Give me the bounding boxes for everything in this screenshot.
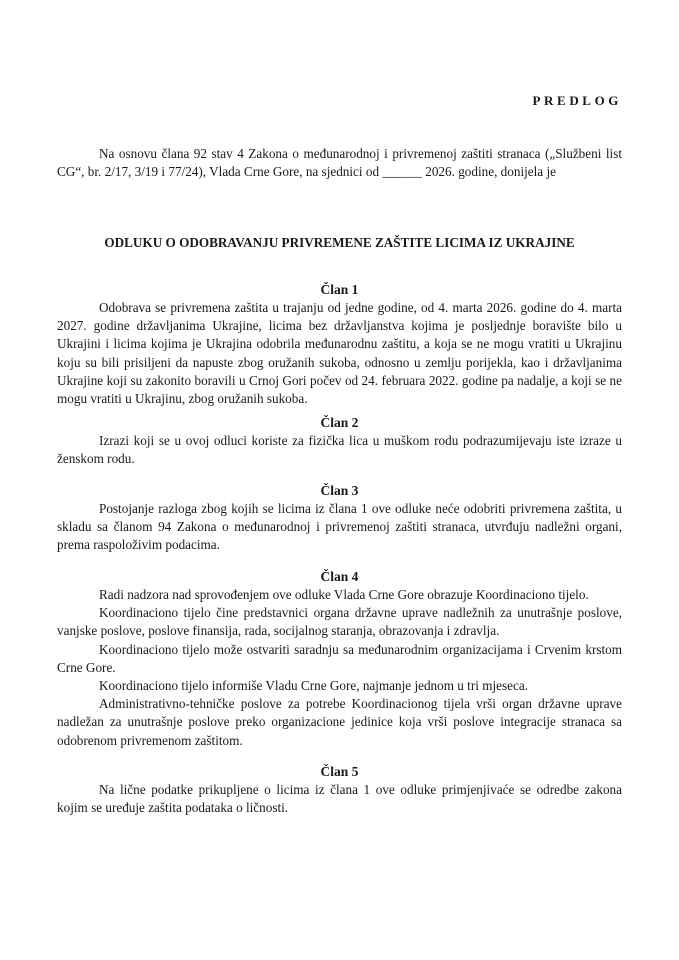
article-1-heading: Član 1 — [320, 282, 359, 297]
article-3-heading: Član 3 — [320, 483, 359, 498]
article-1-body — [57, 299, 622, 408]
preamble — [57, 145, 622, 181]
article-4-paragraph-5: Administrativno-tehničke poslove za potrebe Koordinacionog tijela vrši organ državne uprave nadležan za unutrašnje poslove preko organizacione jedinice koja vrši poslove integracije stranaca sa odobrenom privremenom zaštitom. — [57, 696, 622, 748]
article-2-heading: Član 2 — [320, 415, 359, 430]
article-5-heading: Član 5 — [320, 764, 359, 779]
article-3-body — [57, 500, 622, 555]
preamble-text: Na osnovu člana 92 stav 4 Zakona o međunarodnoj i privremenoj zaštiti stranaca („Službeni list CG“, br. 2/17, 3/19 i 77/24), Vlada Crne Gore, na sjednici od ______ 2026. godine, donijela je — [57, 146, 622, 180]
document-title: ODLUKU O ODOBRAVANJU PRIVREMENE ZAŠTITE LICIMA IZ UKRAJINE — [104, 235, 575, 250]
article-1-paragraph-1: Odobrava se privremena zaštita u trajanju od jedne godine, od 4. marta 2026. godine do 4. marta 2027. godine državljanima Ukrajine, licima bez državljanstva kojima je posljednje boravište bilo u Ukrajini i licima kojima je Ukrajina odobrila međunarodnu zaštitu, a koja se ne mogu vratiti u Ukrajinu koju su bili prisiljeni da napuste zbog oružanih sukoba, odnosno u zemlju porijekla, kao i državljanima Ukrajine koji su zakonito boravili u Crnoj Gori počev od 24. februara 2022. godine pa nadalje, a koji se ne mogu vratiti u Ukrajinu, zbog oružanih sukoba. — [57, 300, 622, 407]
article-4-paragraph-1: Radi nadzora nad sprovođenjem ove odluke Vlada Crne Gore obrazuje Koordinaciono tijelo. — [99, 587, 589, 602]
article-4-paragraph-4: Koordinaciono tijelo informiše Vladu Crne Gore, najmanje jednom u tri mjeseca. — [99, 678, 528, 694]
article-5-body — [57, 781, 622, 817]
article-4-heading: Član 4 — [320, 569, 359, 584]
article-4-paragraph-2: Koordinaciono tijelo čine predstavnici organa državne uprave nadležnih za unutrašnje poslove, vanjske poslove, poslove finansija, rada, socijalnog staranja, obrazovanja i zdravlja. — [57, 605, 622, 639]
article-2-body — [57, 432, 622, 468]
article-4-body — [57, 586, 622, 750]
article-2-paragraph-1: Izrazi koji se u ovoj odluci koriste za fizička lica u muškom rodu podrazumijevaju iste izraze u ženskom rodu. — [57, 433, 622, 467]
article-4-paragraph-3: Koordinaciono tijelo može ostvariti saradnju sa međunarodnim organizacijama i Crvenim krstom Crne Gore. — [57, 641, 622, 675]
article-5-paragraph-1: Na lične podatke prikupljene o licima iz člana 1 ove odluke primjenjivaće se odredbe zakona kojim se uređuje zaštita podataka o ličnosti. — [57, 782, 622, 816]
document-label: PREDLOG — [532, 93, 622, 108]
article-3-paragraph-1: Postojanje razloga zbog kojih se licima iz člana 1 ove odluke neće odobriti privremena zaštita, u skladu sa članom 94 Zakona o međunarodnoj i privremenoj zaštiti stranaca, utvrđuju nadležni organi, prema raspoloživim podacima. — [57, 501, 622, 553]
